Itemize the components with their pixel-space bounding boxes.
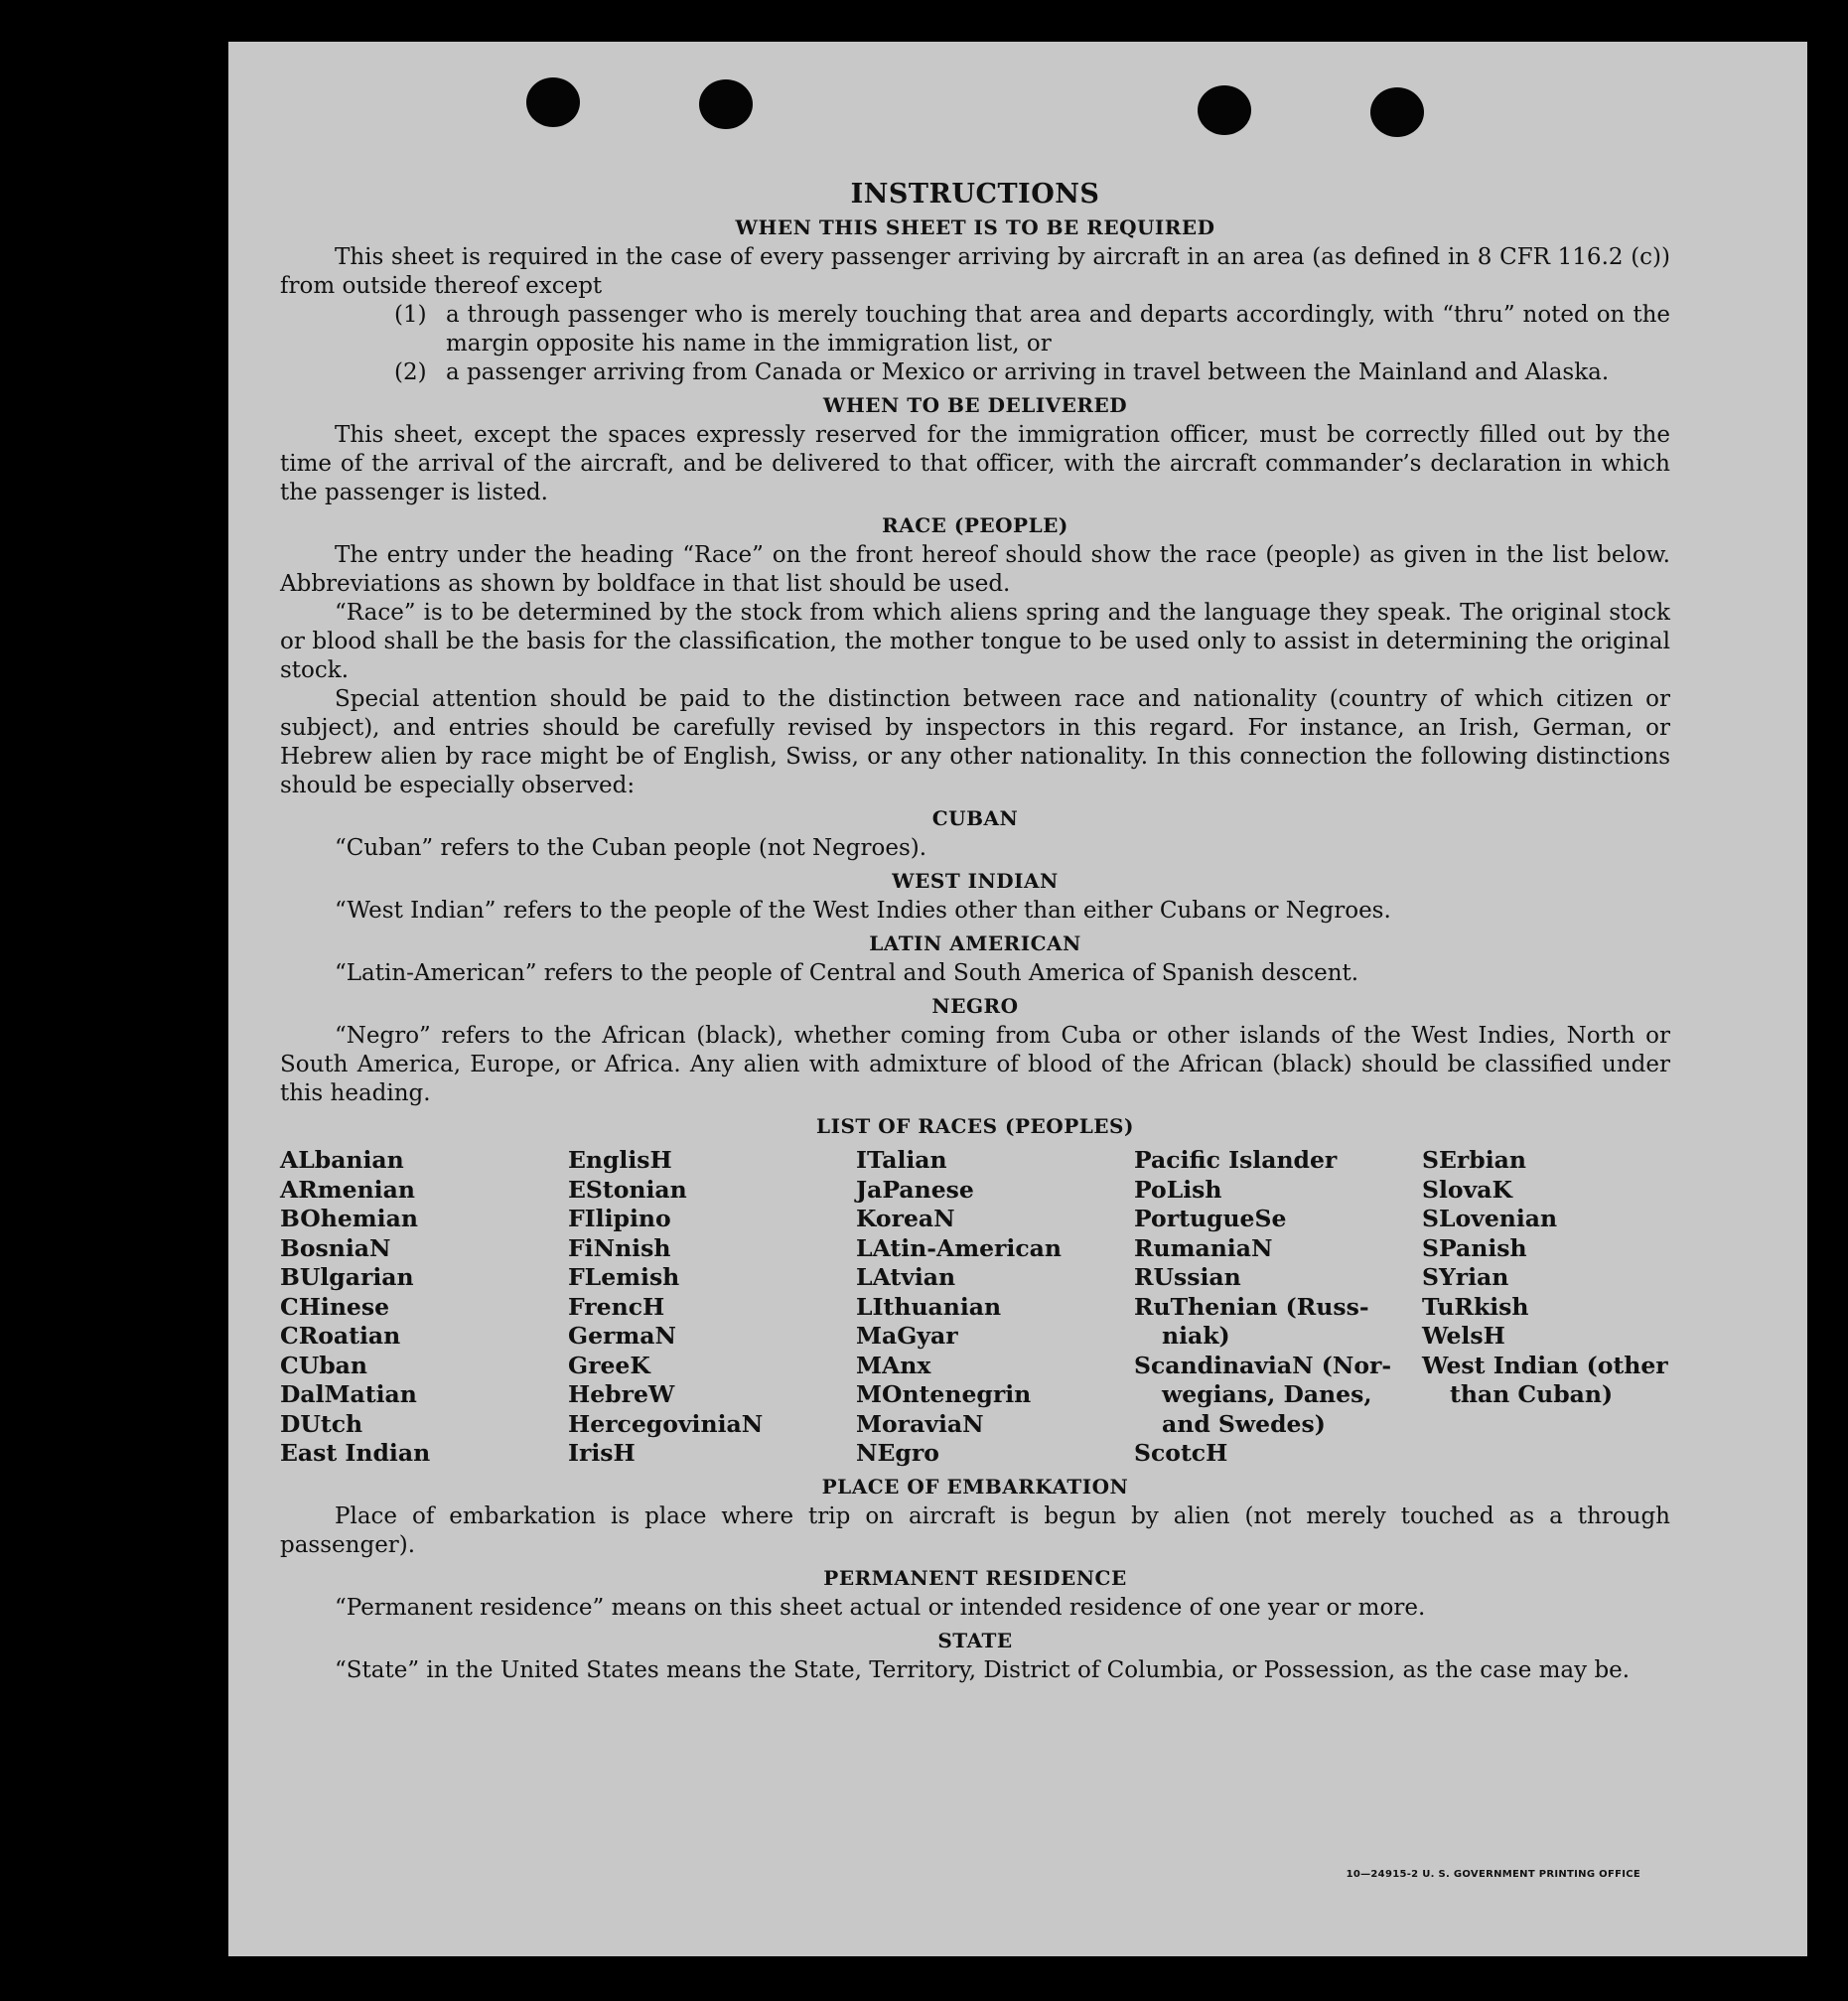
race-item: GreeK bbox=[568, 1351, 650, 1379]
race-item: WelsH bbox=[1422, 1322, 1505, 1350]
race-item: SYrian bbox=[1422, 1263, 1509, 1291]
section-heading-required: WHEN THIS SHEET IS TO BE REQUIRED bbox=[735, 215, 1215, 239]
race-item: GermaN bbox=[568, 1322, 676, 1350]
race-item: ARmenian bbox=[280, 1175, 415, 1204]
instructions-content bbox=[280, 179, 1670, 1685]
race-item: SErbian bbox=[1422, 1146, 1526, 1174]
section-heading-negro: NEGRO bbox=[931, 994, 1019, 1018]
race-item: DalMatian bbox=[280, 1380, 417, 1408]
race-item: CRoatian bbox=[280, 1322, 401, 1350]
races-column-1 bbox=[280, 1146, 568, 1469]
race-item: RUssian bbox=[1134, 1263, 1241, 1291]
race-item: NEgro bbox=[856, 1439, 939, 1467]
race-paragraph-1: The entry under the heading “Race” on the front hereof should show the race (people) as given in the list below. Abbreviations as shown by boldface in that list should be used. bbox=[280, 542, 1670, 597]
cuban-text: “Cuban” refers to the Cuban people (not Negroes). bbox=[335, 835, 927, 861]
race-item: niak) bbox=[1162, 1322, 1230, 1350]
races-column-3 bbox=[856, 1146, 1134, 1469]
race-item: West Indian (other bbox=[1422, 1351, 1668, 1379]
races-column-5 bbox=[1422, 1146, 1670, 1469]
state-text: “State” in the United States means the State, Territory, District of Columbia, or Possession, as the case may be. bbox=[335, 1656, 1631, 1683]
race-item: CUban bbox=[280, 1351, 367, 1379]
race-item: FrencH bbox=[568, 1292, 665, 1321]
exception-item bbox=[394, 301, 1670, 358]
race-item: BosniaN bbox=[280, 1233, 391, 1262]
race-item: and Swedes) bbox=[1162, 1409, 1326, 1438]
races-column-4 bbox=[1134, 1146, 1422, 1469]
race-item: IrisH bbox=[568, 1439, 636, 1467]
race-item: DUtch bbox=[280, 1409, 363, 1438]
race-item: East Indian bbox=[280, 1439, 431, 1467]
race-item: BUlgarian bbox=[280, 1263, 414, 1291]
section-heading-latin-american: LATIN AMERICAN bbox=[869, 931, 1081, 955]
section-heading-race: RACE (PEOPLE) bbox=[882, 513, 1068, 537]
latin-american-text: “Latin-American” refers to the people of Central and South America of Spanish descent. bbox=[335, 960, 1359, 986]
race-paragraph-3: Special attention should be paid to the distinction between race and nationality (country of which citizen or subject), and entries should be carefully revised by inspectors in this regard. For instance, an Irish, German, or Hebrew alien by race might be of English, Swiss, or any other nationality. In this connection the following distinctions should be especially observed: bbox=[280, 686, 1670, 798]
embarkation-text: Place of embarkation is place where trip on aircraft is begun by alien (not merely touched as a through passenger). bbox=[280, 1502, 1670, 1558]
race-item: SlovaK bbox=[1422, 1175, 1512, 1204]
race-item: KoreaN bbox=[856, 1205, 955, 1232]
race-item: wegians, Danes, bbox=[1162, 1380, 1372, 1408]
race-item: EStonian bbox=[568, 1175, 687, 1204]
race-item: ALbanian bbox=[280, 1146, 404, 1174]
negro-text: “Negro” refers to the African (black), whether coming from Cuba or other islands of the West Indies, North or South America, Europe, or Africa. Any alien with admixture of blood of the African (black) should be classified under this heading. bbox=[280, 1023, 1670, 1106]
punch-hole bbox=[1198, 85, 1251, 135]
exception-item bbox=[394, 358, 1670, 387]
race-item: HebreW bbox=[568, 1380, 675, 1408]
section-heading-delivered: WHEN TO BE DELIVERED bbox=[822, 393, 1128, 417]
race-item: MaGyar bbox=[856, 1322, 958, 1350]
race-item: FIlipino bbox=[568, 1205, 671, 1232]
race-item: SPanish bbox=[1422, 1233, 1527, 1262]
race-item: LAtvian bbox=[856, 1263, 956, 1291]
race-item: LIthuanian bbox=[856, 1292, 1002, 1321]
page-title: INSTRUCTIONS bbox=[850, 179, 1100, 210]
exception-number: (2) bbox=[394, 359, 427, 385]
printing-office-footer: 10—24915-2 U. S. GOVERNMENT PRINTING OFFICE bbox=[1346, 1869, 1640, 1880]
required-intro: This sheet is required in the case of every passenger arriving by aircraft in an area (as defined in 8 CFR 116.2 (c)) from outside thereof except bbox=[280, 244, 1670, 299]
race-item: ScandinaviaN (Nor- bbox=[1134, 1351, 1392, 1379]
race-item: TuRkish bbox=[1422, 1292, 1529, 1321]
race-item: MoraviaN bbox=[856, 1409, 984, 1438]
race-item: FiNnish bbox=[568, 1233, 671, 1262]
race-item: RumaniaN bbox=[1134, 1233, 1273, 1262]
races-column-2 bbox=[568, 1146, 856, 1469]
section-heading-residence: PERMANENT RESIDENCE bbox=[823, 1565, 1127, 1590]
section-heading-cuban: CUBAN bbox=[931, 806, 1019, 830]
section-heading-embarkation: PLACE OF EMBARKATION bbox=[821, 1474, 1129, 1499]
race-paragraph-2: “Race” is to be determined by the stock from which aliens spring and the language they speak. The original stock or blood shall be the basis for the classification, the mother tongue to be used only to assist in determining the original stock. bbox=[280, 600, 1670, 683]
document-sheet bbox=[228, 42, 1807, 1956]
race-item: FLemish bbox=[568, 1263, 680, 1291]
race-item: ScotcH bbox=[1134, 1439, 1228, 1467]
race-item: EnglisH bbox=[568, 1146, 672, 1174]
race-item: ITalian bbox=[856, 1146, 947, 1174]
west-indian-text: “West Indian” refers to the people of the West Indies other than either Cubans or Negroes. bbox=[335, 898, 1391, 924]
race-item: HercegoviniaN bbox=[568, 1409, 764, 1438]
punch-hole bbox=[699, 79, 753, 129]
exception-number: (1) bbox=[394, 302, 427, 328]
section-heading-west-indian: WEST INDIAN bbox=[892, 869, 1059, 893]
races-list bbox=[280, 1146, 1670, 1469]
punch-hole bbox=[526, 77, 580, 127]
section-heading-races-list: LIST OF RACES (PEOPLES) bbox=[816, 1114, 1134, 1138]
race-item: Pacific Islander bbox=[1134, 1146, 1338, 1174]
race-item: SLovenian bbox=[1422, 1205, 1558, 1232]
race-item: BOhemian bbox=[280, 1205, 418, 1232]
race-item: than Cuban) bbox=[1450, 1380, 1614, 1408]
section-heading-state: STATE bbox=[937, 1628, 1013, 1652]
race-item: PoLish bbox=[1134, 1175, 1222, 1204]
race-item: MAnx bbox=[856, 1351, 931, 1379]
exception-text: a passenger arriving from Canada or Mexico or arriving in travel between the Mainland and Alaska. bbox=[446, 359, 1610, 385]
exception-text: a through passenger who is merely touching that area and departs accordingly, with “thru” noted on the margin opposite his name in the immigration list, or bbox=[446, 302, 1670, 357]
race-item: CHinese bbox=[280, 1292, 390, 1321]
delivered-text: This sheet, except the spaces expressly reserved for the immigration officer, must be correctly filled out by the time of the arrival of the aircraft, and be delivered to that officer, with the aircraft commander’s declaration in which the passenger is listed. bbox=[280, 422, 1670, 505]
race-item: MOntenegrin bbox=[856, 1380, 1032, 1408]
race-item: JaPanese bbox=[856, 1175, 974, 1204]
punch-hole bbox=[1370, 87, 1424, 137]
race-item: RuThenian (Russ- bbox=[1134, 1292, 1369, 1321]
residence-text: “Permanent residence” means on this sheet actual or intended residence of one year or more. bbox=[335, 1594, 1426, 1621]
race-item: PortugueSe bbox=[1134, 1205, 1287, 1232]
race-item: LAtin-American bbox=[856, 1233, 1062, 1262]
